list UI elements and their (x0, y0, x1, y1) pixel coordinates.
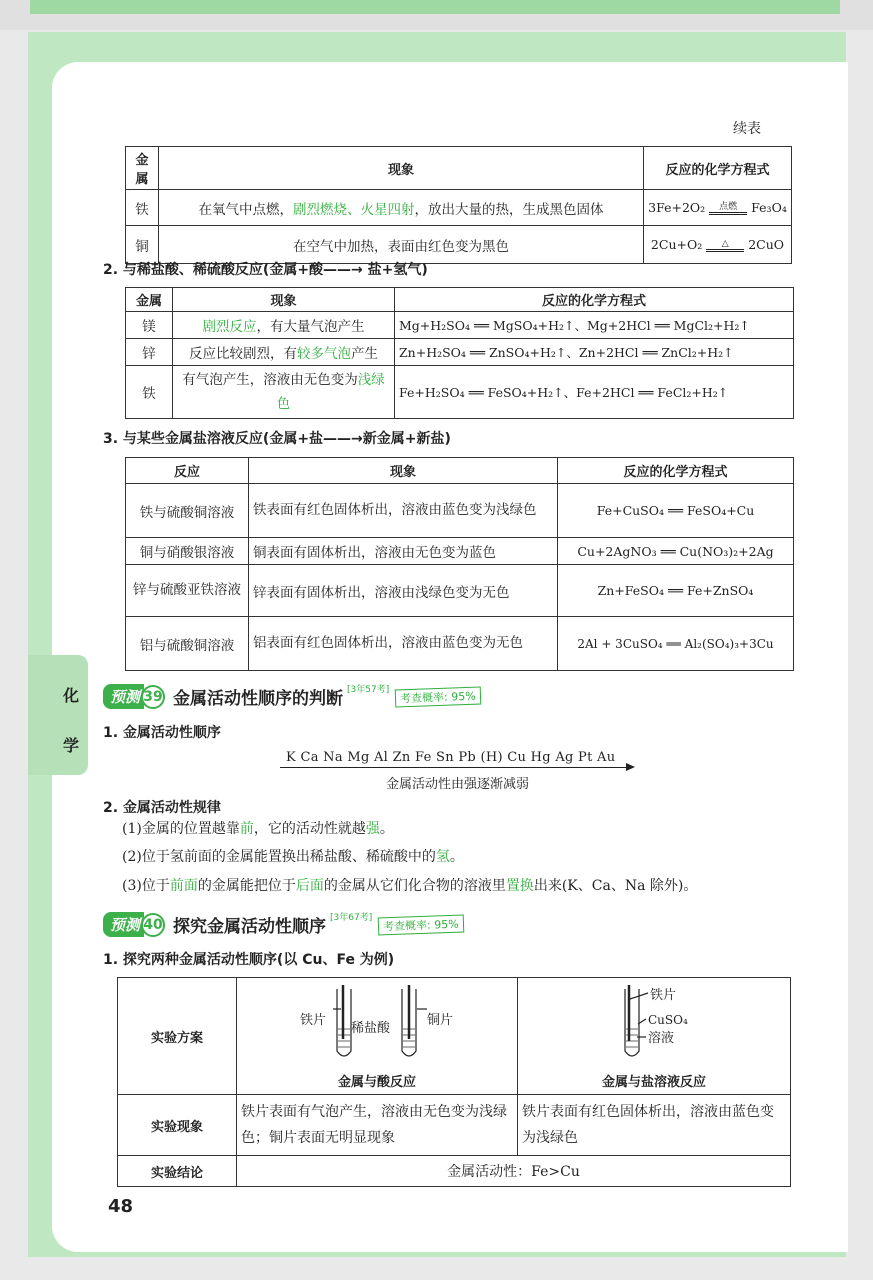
equation-cell: Zn+H₂SO₄ ══ ZnSO₄+H₂↑、Zn+2HCl ══ ZnCl₂+H₂↑ (395, 339, 794, 366)
label-cuso4: CuSO₄ (648, 1012, 688, 1027)
section-2-heading: 2. 与稀盐酸、稀硫酸反应(金属+酸——→ 盐+氢气) (103, 262, 428, 278)
highlight-text: 剧烈反应 (202, 319, 257, 335)
p39-subheading-1: 1. 金属活动性顺序 (103, 725, 221, 741)
phenomenon-cell: 在空气中加热，表面由红色变为黑色 (159, 226, 644, 264)
reaction-cell: 铁与硫酸铜溶液 (126, 484, 249, 538)
prediction-title: 探究金属活动性顺序 (173, 917, 327, 937)
phenomenon-cell: 铝表面有红色固体析出，溶液由蓝色变为无色 (249, 617, 558, 671)
prediction-number: 39 (141, 685, 165, 709)
highlight-text: 较多气泡 (297, 346, 351, 362)
activity-series (280, 750, 635, 792)
rule-1: (1)金属的位置越靠前，它的活动性就越强。 (122, 821, 394, 837)
test-tube-figure (518, 979, 790, 1094)
prediction-39-header (103, 684, 481, 709)
highlight-text: 剧烈燃烧、火星四射 (293, 201, 415, 218)
table-row (118, 1156, 791, 1187)
continued-label: 续表 (733, 121, 761, 137)
rule-2: (2)位于氢前面的金属能置换出稀盐酸、稀硫酸中的氢。 (122, 849, 464, 865)
metal-cell: 镁 (126, 312, 173, 339)
col-header-equation: 反应的化学方程式 (395, 288, 794, 312)
phenomenon-cell: 在氧气中点燃，剧烈燃烧、火星四射，放出大量的热，生成黑色固体 (159, 190, 644, 226)
metal-cell: 铜 (126, 226, 159, 264)
metal-cell: 铁 (126, 366, 173, 419)
p39-subheading-2: 2. 金属活动性规律 (103, 800, 221, 816)
equation-cell: Cu+2AgNO₃ ══ Cu(NO₃)₂+2Ag (558, 538, 794, 565)
table-row (118, 978, 791, 1095)
table-row (126, 339, 794, 366)
reaction-cell: 锌与硫酸亚铁溶液 (126, 565, 249, 617)
table-row (126, 226, 792, 264)
prediction-number: 40 (141, 913, 165, 937)
equation-cell: Mg+H₂SO₄ ══ MgSO₄+H₂↑、Mg+2HCl ══ MgCl₂+H₂↑ (395, 312, 794, 339)
equation-cell: Fe+H₂SO₄ ══ FeSO₄+H₂↑、Fe+2HCl ══ FeCl₂+H₂↑ (395, 366, 794, 419)
section-3-heading: 3. 与某些金属盐溶液反应(金属+盐——→新金属+新盐) (103, 431, 451, 447)
table-row (126, 538, 794, 565)
row-label-observation: 实验现象 (118, 1095, 237, 1156)
col-header-reaction: 反应 (126, 458, 249, 484)
table-row (126, 617, 794, 671)
p40-subheading-1: 1. 探究两种金属活动性顺序(以 Cu、Fe 为例) (103, 952, 395, 968)
exam-frequency-tag: [3年67考] (330, 913, 373, 923)
side-tab-char-1: 化 (63, 686, 80, 705)
label-solution: 溶液 (648, 1030, 675, 1046)
row-label-conclusion: 实验结论 (118, 1156, 237, 1187)
prediction-title: 金属活动性顺序的判断 (173, 689, 344, 709)
col-header-equation: 反应的化学方程式 (644, 147, 792, 190)
subject-side-tab (28, 655, 88, 775)
phenomenon-cell: 铜表面有固体析出，溶液由无色变为蓝色 (249, 538, 558, 565)
col-header-phenomenon: 现象 (159, 147, 644, 190)
table-row (126, 484, 794, 538)
prediction-40-header (103, 912, 464, 937)
activity-series-metals: K Ca Na Mg Al Zn Fe Sn Pb (H) Cu Hg Ag Pt Au (286, 750, 616, 765)
label-iron: 铁片 (650, 987, 677, 1003)
equation-cell: 3Fe+2O₂ 点燃 Fe₃O₄ (644, 190, 792, 226)
table-row (126, 312, 794, 339)
observation-cell: 铁片表面有红色固体析出，溶液由蓝色变为浅绿色 (518, 1095, 791, 1156)
col-header-phenomenon: 现象 (173, 288, 395, 312)
metal-cell: 锌 (126, 339, 173, 366)
label-acid: 稀盐酸 (351, 1020, 391, 1036)
figure-caption: 金属与盐溶液反应 (601, 1074, 707, 1090)
activity-caption: 金属活动性由强逐渐减弱 (385, 777, 529, 792)
phenomenon-cell: 铁表面有红色固体析出，溶液由蓝色变为浅绿色 (249, 484, 558, 538)
experiment-table (117, 977, 791, 1187)
equation-cell: 2Cu+O₂ △ 2CuO (644, 226, 792, 264)
phenomenon-cell: 锌表面有固体析出，溶液由浅绿色变为无色 (249, 565, 558, 617)
col-header-phenomenon: 现象 (249, 458, 558, 484)
reaction-cell: 铝与硫酸铜溶液 (126, 617, 249, 671)
test-tubes-figure (237, 979, 517, 1094)
phenomenon-cell: 有气泡产生，溶液由无色变为浅绿色 (173, 366, 395, 419)
phenomenon-cell: 反应比较剧烈，有较多气泡产生 (173, 339, 395, 366)
table-row (126, 190, 792, 226)
col-header-metal: 金属 (126, 147, 159, 190)
metal-cell: 铁 (126, 190, 159, 226)
page-number: 48 (108, 1196, 134, 1217)
exam-probability-stamp: 考查概率: 95% (378, 914, 464, 935)
top-strip (0, 0, 873, 30)
table-row (126, 366, 794, 419)
figure-acid (237, 978, 518, 1095)
row-label-plan: 实验方案 (118, 978, 237, 1095)
highlight-text: 浅绿色 (276, 372, 385, 412)
label-copper: 铜片 (427, 1012, 454, 1028)
prediction-badge: 预测 (103, 912, 144, 937)
exam-probability-stamp: 考查概率: 95% (395, 686, 481, 707)
figure-salt (518, 978, 791, 1095)
figure-caption: 金属与酸反应 (337, 1074, 417, 1090)
metal-acid-table (125, 287, 794, 419)
rule-3: (3)位于前面的金属能把位于后面的金属从它们化合物的溶液里置换出来(K、Ca、Na 除外)。 (122, 878, 698, 894)
reaction-cell: 铜与硝酸银溶液 (126, 538, 249, 565)
equation-cell: Fe+CuSO₄ ══ FeSO₄+Cu (558, 484, 794, 538)
col-header-metal: 金属 (126, 288, 173, 312)
equation-cell: 2Al + 3CuSO₄ ══ Al₂(SO₄)₃+3Cu (558, 617, 794, 671)
table-row (126, 565, 794, 617)
observation-cell: 铁片表面有气泡产生，溶液由无色变为浅绿色；铜片表面无明显现象 (237, 1095, 518, 1156)
exam-frequency-tag: [3年57考] (347, 685, 390, 695)
col-header-equation: 反应的化学方程式 (558, 458, 794, 484)
table-row (118, 1095, 791, 1156)
prediction-badge: 预测 (103, 684, 144, 709)
activity-arrow (280, 765, 635, 771)
side-tab-char-2: 学 (63, 736, 80, 755)
equation-cell: Zn+FeSO₄ ══ Fe+ZnSO₄ (558, 565, 794, 617)
conclusion-cell: 金属活动性：Fe>Cu (237, 1156, 791, 1187)
metal-oxygen-table (125, 146, 792, 264)
phenomenon-cell: 剧烈反应，有大量气泡产生 (173, 312, 395, 339)
metal-salt-table (125, 457, 794, 671)
label-iron: 铁片 (300, 1012, 327, 1028)
